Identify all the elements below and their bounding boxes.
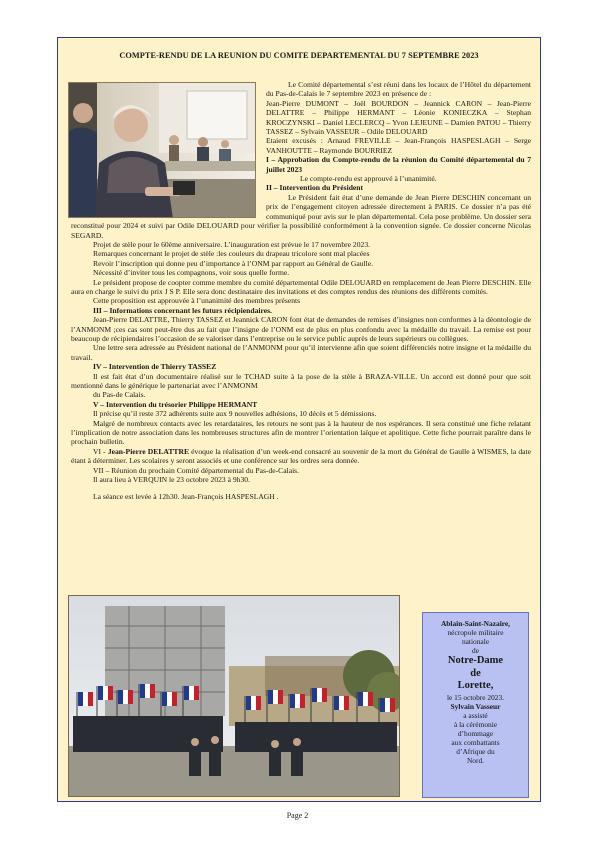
caption-line: aux combattants [451,738,500,748]
section-3-paragraph: Jean-Pierre DELATTRE, Thierry TASSEZ et Jeannick CARON font état de demandes de remises d’insignes non conformes à la déontologie de l’ANMONM ;ces cas sont peut-être dus au fait que l’insigne de l’ONM est de plus en plus confondu avec la médaille du travail. La remise est pour beaucoup de récipiendaires l’occasion de se valoriser dans l’entreprise ou le service public auprès de leurs supérieurs ou collègues. [71,315,531,343]
caption-line: a assisté [463,710,488,720]
section-5-paragraph: Malgré de nombreux contacts avec les retardataires, les retours ne sont pas à la hauteur de nos espérances. Il sera constitué une fiche relatant l’implication de notre association dans les nombreuses structures afin de montrer l’orientation laïque et apolitique. Cette fiche pourrait paraître dans le prochain bulletin. [71,418,531,447]
caption-line: de [470,667,481,679]
section-2-paragraph: Nécessité d’inviter tous les compagnons, voir sous quelle forme. [93,268,290,278]
caption-line: Sylvain Vasseur [450,701,501,711]
photo-caption [422,612,529,798]
section-1-heading: I – Approbation du Compte-rendu de la réunion du Comité départemental du 7 juillet 2023 [266,155,531,174]
attendees-list: Jean-Pierre DUMONT – Joël BOURDON – Jeannick CARON – Jean-Pierre DELATTRE – Philippe HERMANT – Léonie KONIECZKA – Stephan KROCZYNSKI – Daniel LECLERCQ – Yvon LEJEUNE – Damien PATOU – Thierry TASSEZ – Sylvain VASSEUR – Odile DELOUARD [266,98,531,137]
intro-text: Le Comité départemental s’est réuni dans les locaux de l’Hôtel du département du Pas-de-Calais le 7 septembre 2023 en présence de : [266,80,531,99]
section-2-paragraph: Revoir l’inscription qui donne peu d’importance à l’ONM par rapport au Général de Gaulle. [93,258,374,268]
section-2-paragraph: Cette proposition est approuvée à l’unanimité des membres présents [93,296,301,306]
section-5-heading: V – Intervention du trésorier Philippe HERMANT [93,399,258,409]
caption-line: Notre-Dame [447,655,504,667]
caption-line: nationale [461,637,490,647]
section-4-paragraph: Il est fait état d’un documentaire réalisé sur le TCHAD suite à la pose de la stèle à BRAZA-VILLE. Un accord est donné pour que soit mentionné dans le générique le partenariat avec l’ANMONM [71,371,531,390]
caption-line: nécropole militaire [447,628,504,638]
section-6-prefix: VI - [93,446,108,456]
section-5-paragraph: Il précise qu’il reste 372 adhérents suite aux 9 nouvelles adhésions, 10 décès et 5 démissions. [93,409,377,419]
section-2-paragraph: Projet de stèle pour le 60ème anniversaire. L’inauguration est prévue le 17 novembre 2023. [93,239,371,249]
section-2-paragraph: Le président propose de coopter comme membre du comité départemental Odile DELOUARD en remplacement de Jean Pierre DESCHIN. Elle aura en charge le suivi du prix J S P. Elle sera donc destinataire des invitations et des comptes rendus des réunions des différents comités. [71,277,531,296]
section-1-text: Le compte-rendu est approuvé à l’unanimité. [300,174,437,184]
caption-line: Lorette, [457,680,494,692]
caption-line: le 15 octobre 2023. [446,692,505,702]
section-6-name: Jean-Pierre DELATTRE [107,446,190,456]
article-title: COMPTE-RENDU DE LA REUNION DU COMITE DEPARTEMENTAL DU 7 SEPTEMBRE 2023 [119,51,479,60]
page-number: Page 2 [286,811,309,820]
caption-line: Ablain-Saint-Nazaire, [440,619,511,628]
section-7-paragraph: Il aura lieu à VERQUIN le 23 octobre 2023 à 9h30. [93,475,250,485]
section-6-paragraph [71,447,531,466]
caption-line: de [472,646,479,656]
closing-line: La séance est levée à 12h30. Jean-François HASPESLAGH . [93,492,279,502]
section-2-heading: II – Intervention du Président [266,183,364,193]
caption-line: d’Afrique du [456,747,495,757]
section-2-paragraph: Remarques concernant le projet de stèle :les couleurs du drapeau tricolore sont mal placées [93,249,370,259]
section-6-text: évoque la réalisation d’un week-end consacré au souvenir de la mort du Général de Gaulle à WISMES, la date étant à déterminer. Les scolaires y seront associés et une conférence sur les ordres sera donnée. [71,446,531,466]
article-frame [57,37,541,802]
section-7-paragraph: VII – Réunion du prochain Comité départemental du Pas-de-Calais. [93,465,300,475]
excused-list: Etaient excusés : Arnaud FREVILLE – Jean-François HASPESLAGH – Serge VANHOUTTE – Raymonde BOURRIEZ [266,136,531,155]
section-4-heading: IV – Intervention de Thierry TASSEZ [93,362,217,372]
section-2-paragraph: Le Président fait état d’une demande de Jean Pierre DESCHIN concernant un prix de l’engagement citoyen adressée directement à PARIS. Ce dossier n’a pas été communiqué pour avis sur le plan départemental. Cela pose problème. Un dossier sera reconstitué pour 2024 et suivi par Odile DELOUARD pour vérifier la possibilité conformément à la convention signée. Ce dossier concerne Nicolas SEGARD. [71,192,531,240]
section-4-paragraph: du Pas-de Calais. [93,390,146,400]
caption-line: d’hommage [457,729,494,739]
section-3-heading: III – Informations concernant les futurs récipiendaires. [93,305,272,315]
caption-line: Nord. [466,756,485,766]
section-3-paragraph: Une lettre sera adressée au Président national de l’ANMONM pour qu’il intervienne afin que soient différenciés notre insigne et la médaille du travail. [71,343,531,362]
minutes-body [71,80,531,502]
caption-line: à la cérémonie [453,720,498,729]
ceremony-photo [68,595,400,797]
